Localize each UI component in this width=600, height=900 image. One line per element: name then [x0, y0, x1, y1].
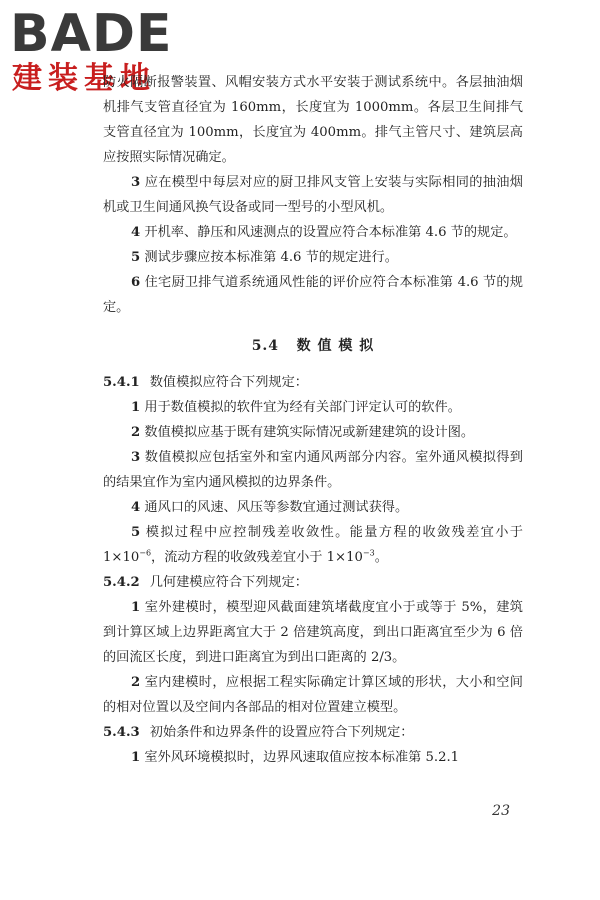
clause-text: 数值模拟应符合下列规定：: [149, 375, 308, 390]
item-text: 数值模拟应基于既有建筑实际情况或新建建筑的设计图。: [144, 425, 475, 440]
item-number: 1: [131, 750, 141, 765]
item-number: 5: [131, 525, 141, 540]
item-number: 1: [131, 400, 141, 415]
list-item: [103, 595, 523, 670]
section-title: [103, 334, 523, 358]
item-number: 3: [131, 450, 141, 465]
item-text: 模拟过程中应控制残差收敛性。能量方程的收敛残差宜小于 1×10: [103, 525, 523, 565]
item-text: 测试步骤应按本标准第 4.6 节的规定进行。: [144, 250, 398, 265]
item-number: 5: [131, 250, 141, 265]
list-item: [103, 520, 523, 570]
clause-heading: [103, 720, 523, 745]
item-number: 1: [131, 600, 141, 615]
list-item: [103, 395, 523, 420]
item-text: 开机率、静压和风速测点的设置应符合本标准第 4.6 节的规定。: [144, 225, 517, 240]
item-text: 。: [374, 550, 388, 565]
list-item: [103, 220, 523, 245]
list-item: [103, 245, 523, 270]
section-heading: 数 值 模 拟: [296, 338, 375, 354]
list-item: [103, 670, 523, 720]
item-text: 应在模型中每层对应的厨卫排风支管上安装与实际相同的抽油烟机或卫生间通风换气设备或同一型号的小型风机。: [103, 175, 523, 215]
list-item: [103, 420, 523, 445]
section-number: 5.4: [251, 338, 280, 354]
item-text: 通风口的风速、风压等参数宜通过测试获得。: [144, 500, 409, 515]
clause-heading: [103, 570, 523, 595]
clause-number: 5.4.2: [103, 575, 140, 590]
logo-subtitle: 建装基地: [12, 61, 156, 96]
item-text: 室内建模时，应根据工程实际确定计算区域的形状，大小和空间的相对位置以及空间内各部品的相对位置建立模型。: [103, 675, 523, 715]
clause-text: 几何建模应符合下列规定：: [149, 575, 308, 590]
page-number: 23: [492, 803, 510, 819]
item-text: ，流动方程的收敛残差宜小于 1×10: [151, 550, 363, 565]
item-text: 数值模拟应包括室外和室内通风两部分内容。室外通风模拟得到的结果宜作为室内通风模拟的边界条件。: [103, 450, 523, 490]
item-number: 2: [131, 675, 141, 690]
list-item: [103, 495, 523, 520]
item-text: 室外风环境模拟时，边界风速取值应按本标准第 5.2.1: [144, 750, 460, 765]
clause-heading: [103, 370, 523, 395]
item-number: 6: [131, 275, 141, 290]
item-number: 2: [131, 425, 141, 440]
list-item: [103, 170, 523, 220]
logo-wordmark: BADE: [10, 4, 173, 64]
item-text: 室外建模时，模型迎风截面建筑堵截度宜小于或等于 5%，建筑到计算区域上边界距离宜大于 2 倍建筑高度，到出口距离宜至少为 6 倍的回流区长度，到进口距离宜为到出口距离的 2/3。: [103, 600, 523, 665]
clause-number: 5.4.1: [103, 375, 140, 390]
item-number: 4: [131, 225, 141, 240]
intro-paragraph: 防火隔断报警装置、风帽安装方式水平安装于测试系统中。各层抽油烟机排气支管直径宜为 160mm，长度宜为 1000mm。各层卫生间排气支管直径宜为 100mm，长度宜为 400mm。排气主管尺寸、建筑层高应按照实际情况确定。: [103, 75, 523, 165]
page-body: [103, 70, 523, 770]
item-text: 住宅厨卫排气道系统通风性能的评价应符合本标准第 4.6 节的规定。: [103, 275, 523, 315]
exponent: −6: [139, 548, 152, 558]
list-item: [103, 270, 523, 320]
list-item: [103, 745, 523, 770]
exponent: −3: [362, 548, 375, 558]
list-item: [103, 445, 523, 495]
item-number: 3: [131, 175, 141, 190]
item-text: 用于数值模拟的软件宜为经有关部门评定认可的软件。: [144, 400, 461, 415]
item-number: 4: [131, 500, 141, 515]
clause-number: 5.4.3: [103, 725, 140, 740]
clause-text: 初始条件和边界条件的设置应符合下列规定：: [149, 725, 414, 740]
